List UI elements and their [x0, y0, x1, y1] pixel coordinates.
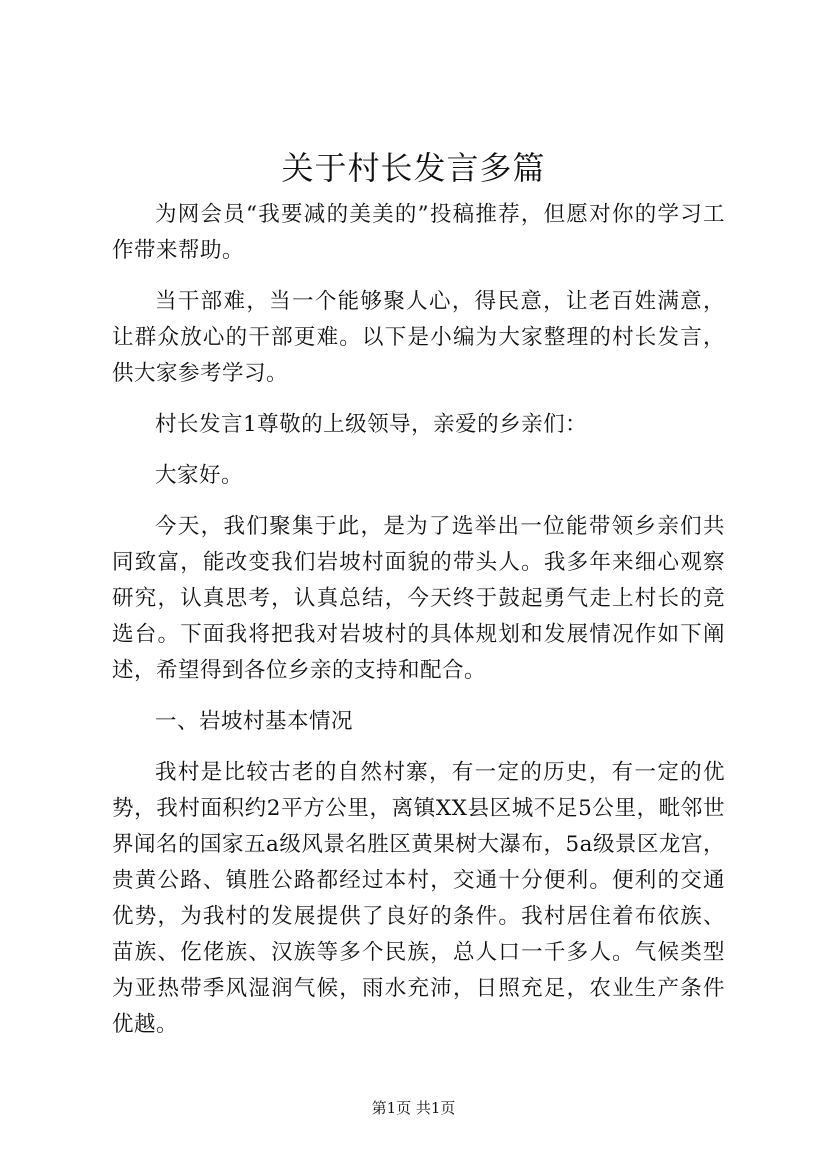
section-heading-basic-info: 一、岩坡村基本情况: [155, 709, 354, 734]
document-title: 关于村长发言多篇: [281, 149, 546, 187]
paragraph-village-info: 我村是比较古老的自然村寨，有一定的历史，有一定的优势，我村面积约2平方公里，离镇XX县区城不足5公里，毗邻世界闻名的国家五a级风景名胜区黄果树大瀑布，5a级景区龙宫，贵黄公路、镇胜公路都经过本村，交通十分便利。便利的交通优势，为我村的发展提供了良好的条件。我村居住着布依族、苗族、仡佬族、汉族等多个民族，总人口一千多人。气候类型为亚热带季风湿润气候，雨水充沛，日照充足，农业生产条件优越。: [112, 760, 725, 1037]
paragraph-summary: 当干部难，当一个能够聚人心，得民意，让老百姓满意，让群众放心的干部更难。以下是小编为大家整理的村长发言，供大家参考学习。: [112, 289, 725, 386]
paragraph-purpose: 今天，我们聚集于此，是为了选举出一位能带领乡亲们共同致富，能改变我们岩坡村面貌的带头人。我多年来细心观察研究，认真思考，认真总结，今天终于鼓起勇气走上村长的竞选台。下面我将把我对岩坡村的具体规划和发展情况作如下阐述，希望得到各位乡亲的支持和配合。: [112, 514, 725, 683]
paragraph-intro: 为网会员“我要减的美美的”投稿推荐，但愿对你的学习工作带来帮助。: [112, 202, 725, 263]
document-body: [112, 197, 725, 1058]
paragraph-speech-heading: 村长发言1尊敬的上级领导，亲爱的乡亲们：: [155, 412, 588, 437]
page-footer: 第1页 共1页: [371, 1099, 456, 1117]
paragraph-greeting: 大家好。: [155, 463, 244, 488]
